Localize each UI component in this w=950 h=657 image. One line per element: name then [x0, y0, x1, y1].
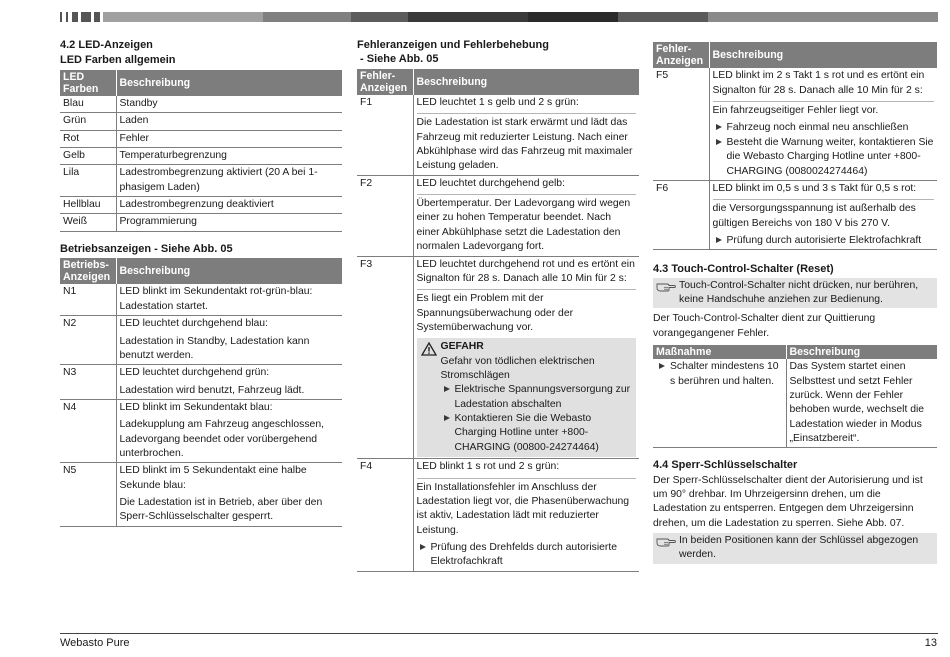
lock-note — [653, 533, 937, 564]
action-bullet: Besteht die Warnung weiter, kontaktieren Sie die Webasto Charging Hotline unter +800-CHARGING (0080024274464) — [713, 136, 935, 179]
desc-line: Übertemperatur. Der Ladevorgang wird wegen einer zu hohen Temperatur beendet. Nach einer Abkühlphase setzt die Ladestation den normalen Ladevorgang fort. — [417, 194, 637, 254]
table-header: Beschreibung — [413, 69, 639, 95]
note-text: Touch-Control-Schalter nicht drücken, nur berühren, keine Handschuhe anziehen zur Bedienung. — [679, 279, 919, 305]
table-row — [60, 130, 342, 147]
page-number: 13 — [924, 637, 937, 649]
error-code: F2 — [357, 175, 413, 256]
desc-line: Die Ladestation ist stark erwärmt und lädt das Fahrzeug mit reduzierter Leistung. Nach einer Abkühlphase wird das Fahrzeug mit maximaler Leistung geladen. — [417, 113, 637, 173]
table-row — [60, 214, 342, 231]
table-row — [653, 68, 937, 180]
operating-code: N4 — [60, 399, 116, 462]
led-color: Weiß — [60, 214, 116, 231]
desc-line: Ladestation wird benutzt, Fahrzeug lädt. — [119, 384, 305, 396]
error-code: F1 — [357, 95, 413, 175]
desc-line: Ein fahrzeugseitiger Fehler liegt vor. — [713, 101, 935, 118]
desc-line: LED blinkt im Sekundentakt rot-grün-blau: Ladestation startet. — [119, 286, 313, 312]
desc-line: die Versorgungsspannung ist außerhalb des gültigen Bereichs von 180 V bis 270 V. — [713, 199, 935, 231]
table-row — [60, 365, 342, 400]
table-row — [60, 399, 342, 462]
led-color: Rot — [60, 130, 116, 147]
action-bullet: Prüfung des Drehfelds durch autorisierte Elektrofachkraft — [417, 541, 637, 570]
desc-line: LED leuchtet durchgehend gelb: — [416, 177, 565, 189]
operating-desc — [116, 284, 342, 315]
table-row — [653, 359, 937, 448]
touch-table — [653, 345, 937, 448]
desc-line: Ladekupplung am Fahrzeug angeschlossen, Ladevorgang beendet oder vorübergehend unterbrochen. — [119, 419, 324, 460]
led-color-desc: Temperaturbegrenzung — [116, 148, 342, 165]
led-color-desc: Laden — [116, 113, 342, 130]
table-header: Beschreibung — [116, 258, 342, 284]
led-color: Blau — [60, 96, 116, 113]
operating-desc — [116, 365, 342, 400]
table-row — [357, 175, 639, 256]
table-row — [60, 463, 342, 526]
led-color-desc: Programmierung — [116, 214, 342, 231]
operating-code: N3 — [60, 365, 116, 400]
operating-code: N2 — [60, 316, 116, 365]
desc-line: LED blinkt im 5 Sekundentakt eine halbe Sekunde blau: — [119, 465, 307, 491]
led-colors-table — [60, 70, 342, 232]
led-color: Hellblau — [60, 197, 116, 214]
table-header: LED Farben — [60, 70, 116, 96]
error-desc — [413, 175, 639, 256]
operating-desc — [116, 399, 342, 462]
desc-line: LED blinkt im Sekundentakt blau: — [119, 401, 273, 413]
touch-paragraph: Der Touch-Control-Schalter dient zur Quittierung vorangegangener Fehler. — [653, 313, 876, 339]
measure-cell — [653, 359, 786, 448]
led-color: Gelb — [60, 148, 116, 165]
led-color: Grün — [60, 113, 116, 130]
error-code: F5 — [653, 68, 709, 180]
led-color-desc: Fehler — [116, 130, 342, 147]
danger-title: GEFAHR — [440, 341, 484, 353]
table-header: Beschreibung — [709, 42, 937, 68]
footer-brand: Webasto Pure — [60, 637, 130, 649]
table-header: Maßnahme — [653, 345, 786, 359]
column-led — [60, 38, 342, 527]
error-code: F6 — [653, 180, 709, 249]
desc-line: Es liegt ein Problem mit der Spannungsüberwachung oder der Systemüberwachung vor. — [417, 289, 637, 335]
operating-table — [60, 258, 342, 527]
danger-bullet: Elektrische Spannungsversorgung zur Ladestation abschalten — [441, 383, 634, 412]
table-row — [357, 459, 639, 572]
error-desc — [413, 95, 639, 175]
desc-line: LED blinkt 1 s rot und 2 s grün: — [416, 461, 560, 473]
footer-divider — [60, 633, 938, 634]
led-color-desc: Ladestrombegrenzung deaktiviert — [116, 197, 342, 214]
table-row — [653, 180, 937, 249]
desc-line: LED leuchtet durchgehend rot und es ertönt ein Signalton für 28 s. Danach alle 10 Min für 2 s: — [416, 258, 635, 284]
desc-line: LED blinkt im 2 s Takt 1 s rot und es ertönt ein Signalton für 28 s. Danach alle 10 Min für 2 s: — [712, 70, 925, 96]
subtitle-operating: Betriebsanzeigen - Siehe Abb. 05 — [60, 242, 233, 255]
touch-note — [653, 278, 937, 309]
header-decoration-bar — [60, 12, 938, 22]
table-row — [60, 96, 342, 113]
pointing-hand-icon — [656, 536, 676, 547]
desc-line: LED leuchtet durchgehend grün: — [119, 367, 270, 379]
desc-line: LED leuchtet 1 s gelb und 2 s grün: — [416, 96, 579, 108]
section-title-errors: Fehleranzeigen und Fehlerbehebung — [357, 39, 549, 51]
operating-desc — [116, 463, 342, 526]
error-desc — [413, 256, 639, 459]
error-desc — [709, 180, 937, 249]
table-header: Fehler-Anzeigen — [653, 42, 709, 68]
section-title-lock: 4.4 Sperr-Schlüsselschalter — [653, 459, 798, 472]
column-errors-continued — [653, 38, 937, 564]
operating-code: N1 — [60, 284, 116, 315]
error-table — [357, 69, 639, 572]
table-header: Beschreibung — [116, 70, 342, 96]
error-code: F3 — [357, 256, 413, 459]
led-color: Lila — [60, 165, 116, 197]
section-title-touch: 4.3 Touch-Control-Schalter (Reset) — [653, 263, 834, 276]
table-header: Beschreibung — [786, 345, 937, 359]
table-header: Betriebs-Anzeigen — [60, 258, 116, 284]
table-row — [60, 284, 342, 315]
table-row — [357, 256, 639, 459]
error-desc — [413, 459, 639, 572]
desc-line: Ladestation in Standby, Ladestation kann benutzt werden. — [119, 335, 310, 361]
measure-bullet: Schalter mindestens 10 s berühren und halten. — [656, 360, 783, 389]
subtitle-led-colors: LED Farben allgemein — [60, 54, 176, 67]
lock-paragraph: Der Sperr-Schlüsselschalter dient der Autorisierung und ist um 90° drehbar. Im Uhrzeigersinn drehen, um die Ladestation zu entsperren. Entgegen dem Uhrzeigersinn drehen, um die Ladestation zu sperren. Siehe Abb. 07. — [653, 474, 923, 529]
action-bullet: Fahrzeug noch einmal neu anschließen — [713, 121, 935, 135]
section-title-errors-ref: - Siehe Abb. 05 — [357, 53, 439, 66]
pointing-hand-icon — [656, 281, 676, 292]
error-table-continued — [653, 42, 937, 250]
operating-desc — [116, 316, 342, 365]
led-color-desc: Ladestrombegrenzung aktiviert (20 A bei 1-phasigem Laden) — [116, 165, 342, 197]
measure-desc: Das System startet einen Selbsttest und setzt Fehler zurück. Wenn der Fehler behoben wurde, wechselt die Ladestation wieder in Modus „Einsatzbereit“. — [786, 359, 937, 448]
table-row — [60, 148, 342, 165]
desc-line: Die Ladestation ist in Betrieb, aber über den Sperr-Schlüsselschalter gesperrt. — [119, 497, 323, 523]
action-bullet: Prüfung durch autorisierte Elektrofachkraft — [713, 234, 935, 248]
error-code: F4 — [357, 459, 413, 572]
warning-triangle-icon — [421, 342, 437, 356]
operating-code: N5 — [60, 463, 116, 526]
table-header: Fehler-Anzeigen — [357, 69, 413, 95]
table-row — [60, 197, 342, 214]
table-row — [60, 113, 342, 130]
desc-line: LED leuchtet durchgehend blau: — [119, 318, 268, 330]
led-color-desc: Standby — [116, 96, 342, 113]
table-row — [60, 316, 342, 365]
error-desc — [709, 68, 937, 180]
note-text: In beiden Positionen kann der Schlüssel abgezogen werden. — [679, 535, 919, 561]
danger-bullet: Kontaktieren Sie die Webasto Charging Hotline unter +800-CHARGING (00800-24274464) — [441, 412, 634, 455]
column-errors — [357, 38, 639, 572]
desc-line: LED blinkt im 0,5 s und 3 s Takt für 0,5 s rot: — [712, 182, 917, 194]
table-row — [60, 165, 342, 197]
danger-box — [417, 338, 637, 457]
danger-text: Gefahr von tödlichen elektrischen Stromschlägen — [440, 355, 595, 382]
desc-line: Ein Installationsfehler im Anschluss der Ladestation liegt vor, die Phasenüberwachung ist aktiv, Ladestation lädt mit reduzierter Leistung. — [417, 478, 637, 538]
section-title-led: 4.2 LED-Anzeigen — [60, 39, 153, 51]
table-row — [357, 95, 639, 175]
